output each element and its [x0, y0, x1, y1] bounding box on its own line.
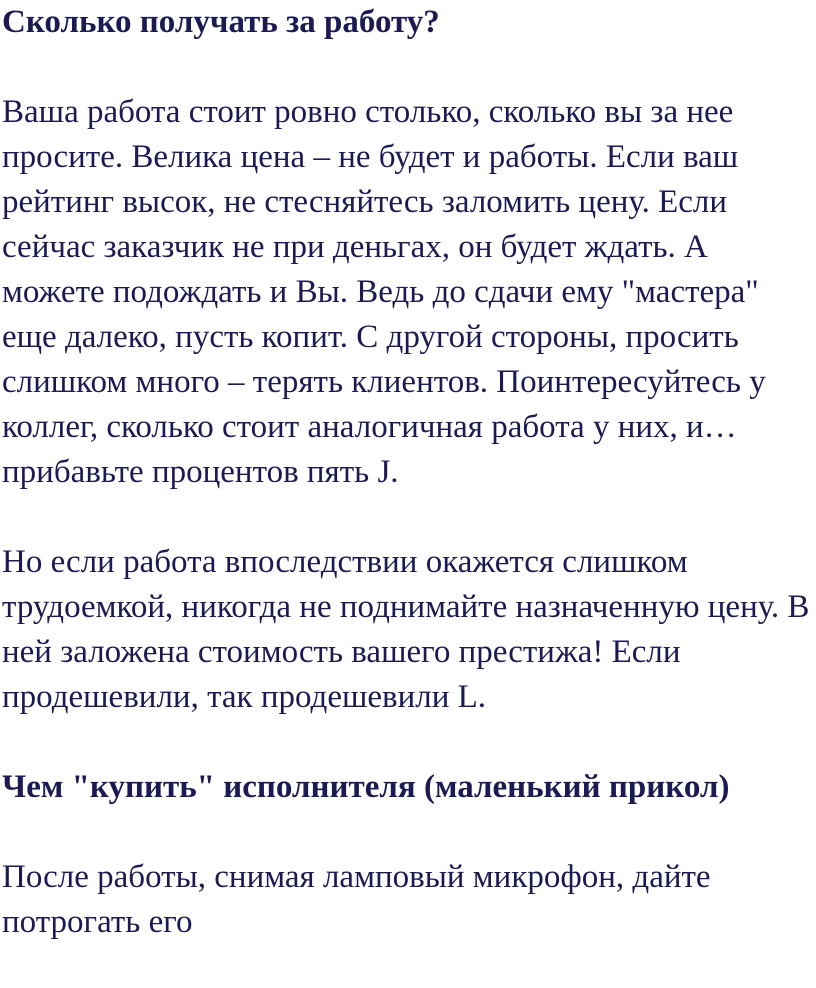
paragraph-price-increase: Но если работа впоследствии окажется слишком трудоемкой, никогда не поднимайте назначенную цену. В ней заложена стоимость вашего престижа! Если продешевили, так продешевили L. — [2, 544, 810, 715]
section-heading-joke: Чем "купить" исполнителя (маленький прикол) — [2, 769, 730, 805]
section-heading-payment: Сколько получать за работу? — [2, 4, 440, 40]
spacer — [2, 495, 814, 540]
paragraph-pricing: Ваша работа стоит ровно столько, сколько вы за нее просите. Велика цена – не будет и работы. Если ваш рейтинг высок, не стесняйтесь заломить цену. Если сейчас заказчик не при деньгах, он будет ждать. А можете подождать и Вы. Ведь до сдачи ему "мастера" еще далеко, пусть копит. С другой стороны, просить слишком много – терять клиентов. Поинтересуйтесь у коллег, сколько стоит аналогичная работа у них, и… прибавьте процентов пять J. — [2, 94, 766, 490]
spacer — [2, 810, 814, 855]
spacer — [2, 720, 814, 765]
paragraph-microphone: После работы, снимая ламповый микрофон, дайте потрогать его — [2, 859, 711, 940]
spacer — [2, 45, 814, 90]
document-body — [2, 0, 814, 945]
